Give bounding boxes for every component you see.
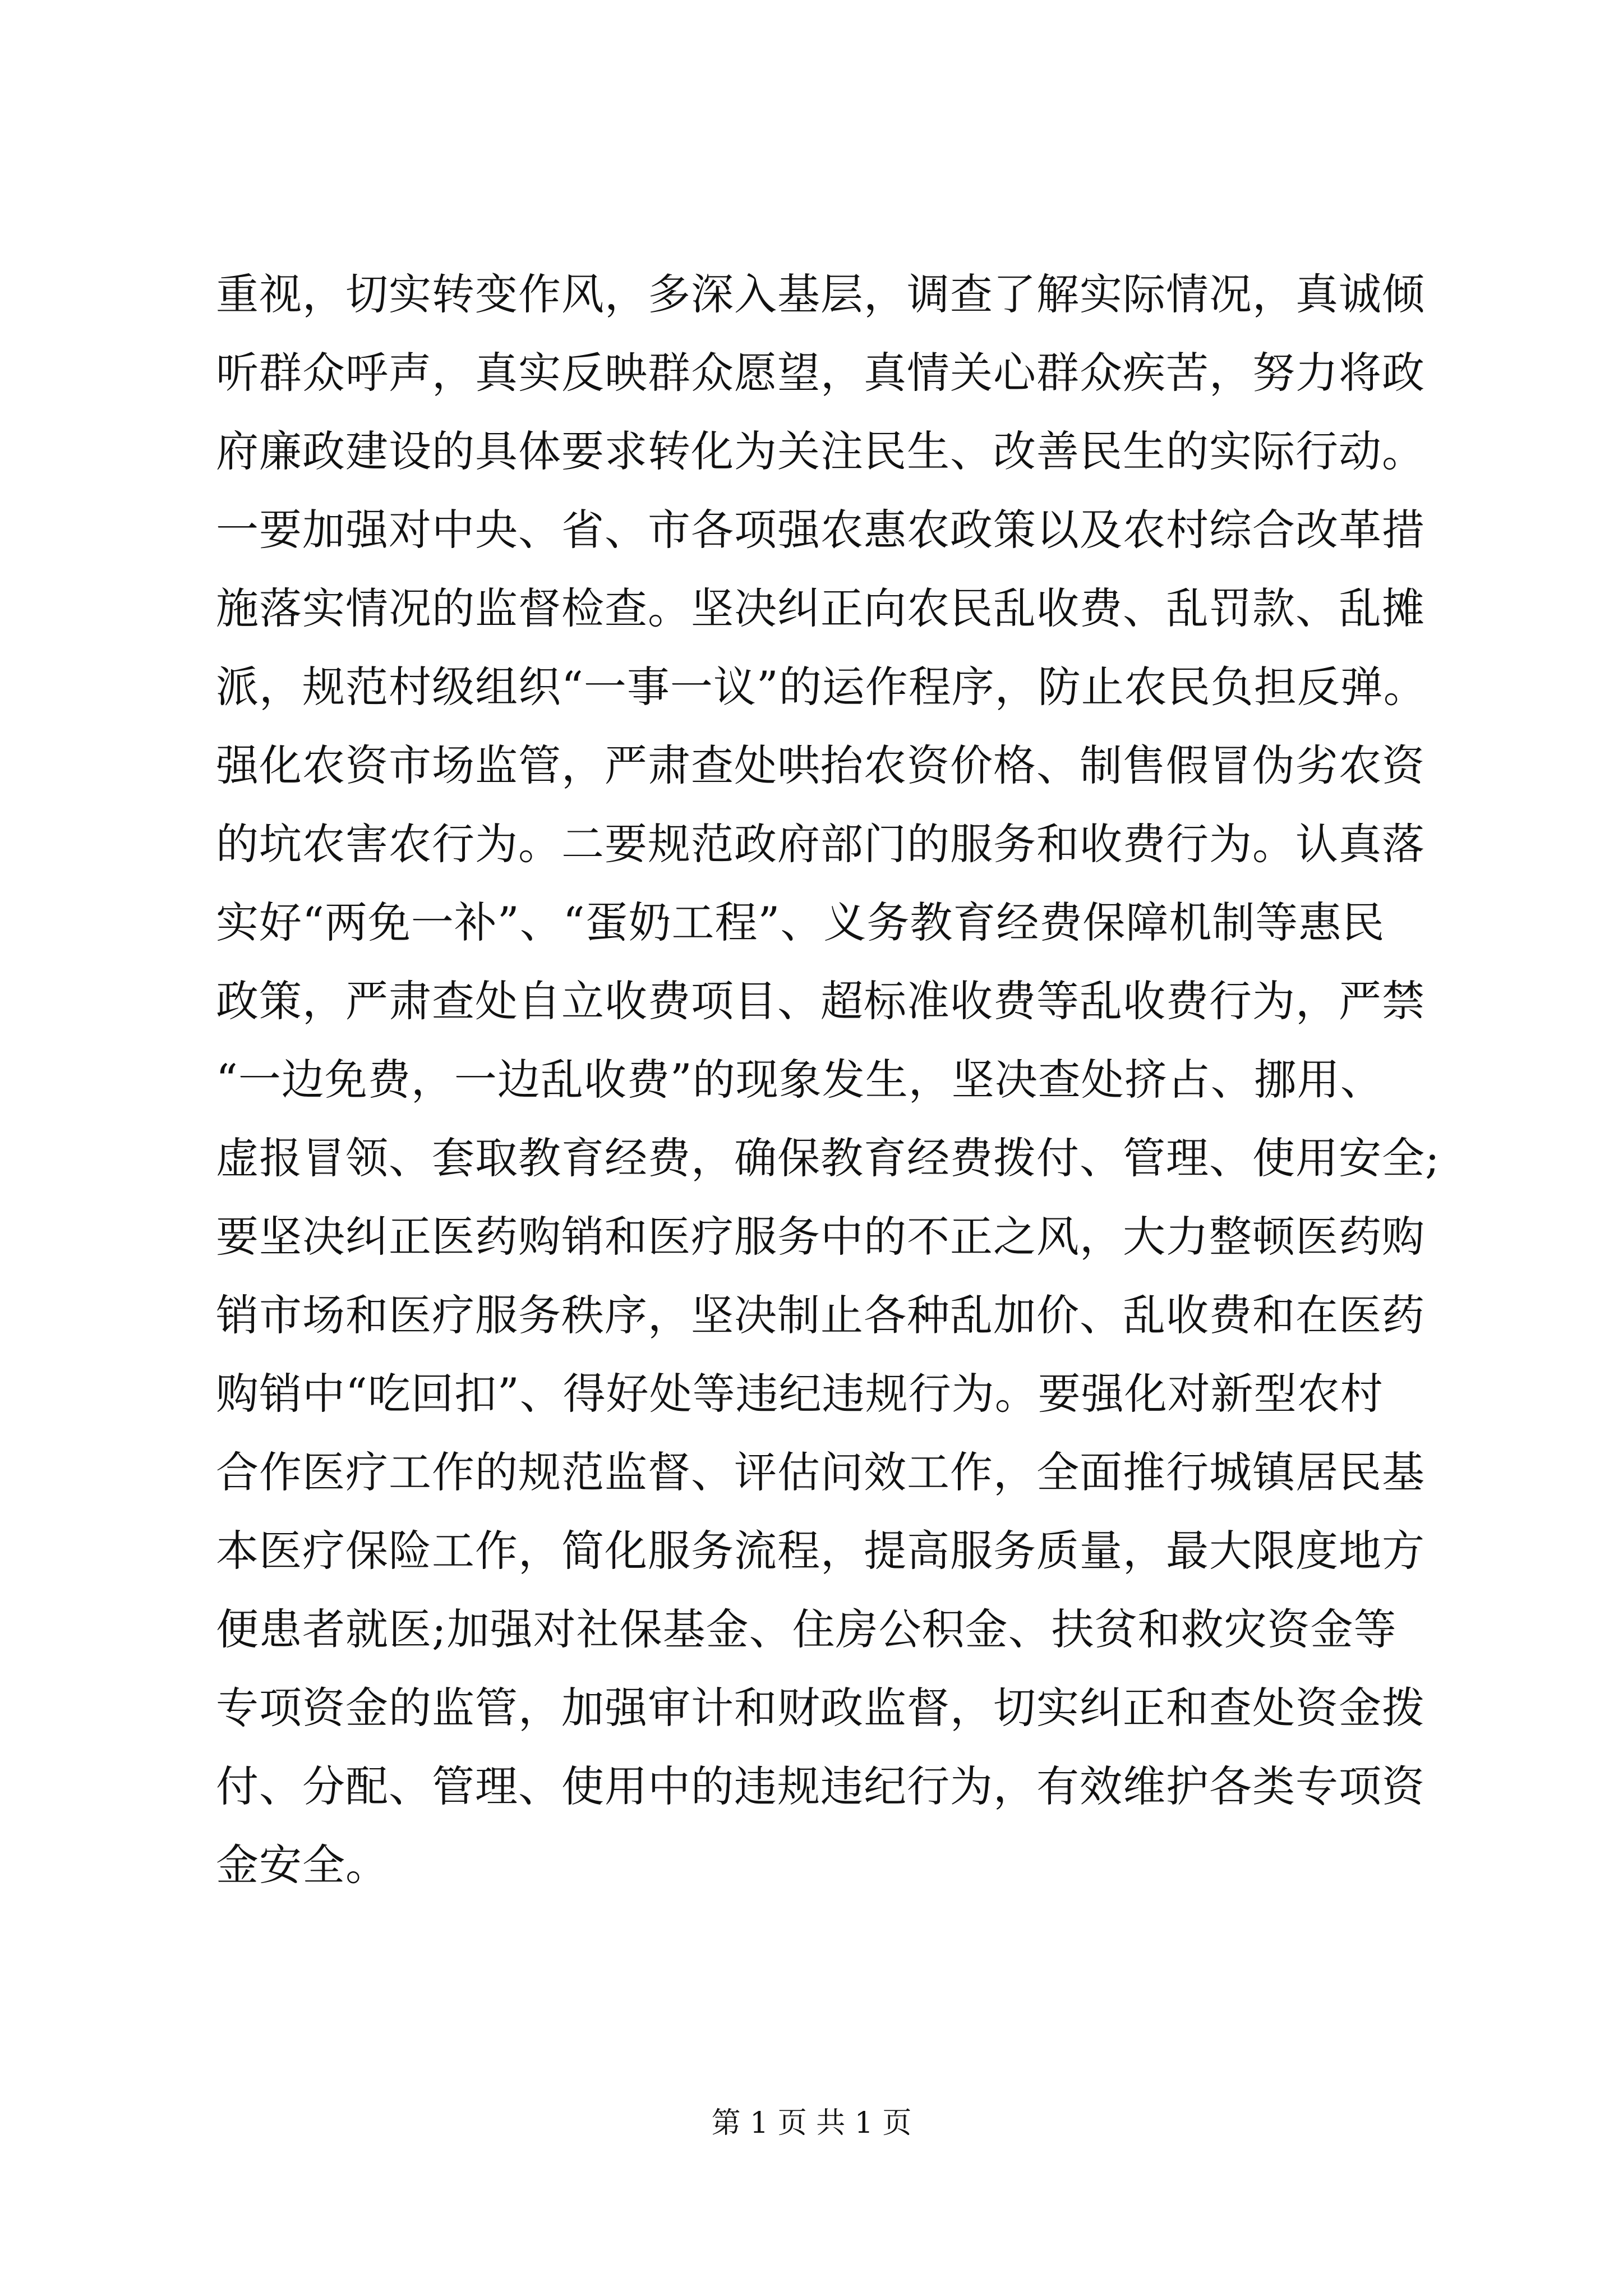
text-line: 强化农资市场监管，严肃查处哄抬农资价格、制售假冒伪劣农资 [216,740,1425,790]
text-line: 便患者就医;加强对社保基金、住房公积金、扶贫和救灾资金等 [216,1604,1397,1654]
text-line: 听群众呼声，真实反映群众愿望，真情关心群众疾苦，努力将政 [216,348,1425,398]
text-line: “一边免费，一边乱收费”的现象发生，坚决查处挤占、挪用、 [216,1055,1384,1105]
text-line: 要坚决纠正医药购销和医疗服务中的不正之风，大力整顿医药购 [216,1212,1425,1262]
text-line: 虚报冒领、套取教育经费，确保教育经费拨付、管理、使用安全; [216,1133,1440,1183]
text-line: 付、分配、管理、使用中的违规违纪行为，有效维护各类专项资 [216,1761,1425,1811]
text-line: 金安全。 [216,1840,389,1890]
text-line: 重视，切实转变作风，多深入基层，调查了解实际情况，真诚倾 [216,269,1425,319]
text-line: 实好“两免一补”、“蛋奶工程”、义务教育经费保障机制等惠民 [216,898,1385,947]
text-line: 购销中“吃回扣”、得好处等违纪违规行为。要强化对新型农村 [216,1369,1384,1419]
document-body [216,255,1440,1904]
page-number-footer: 第 1 页 共 1 页 [711,2106,912,2140]
text-line: 一要加强对中央、省、市各项强农惠农政策以及农村综合改革措 [216,505,1425,555]
text-line: 本医疗保险工作，简化服务流程，提高服务质量，最大限度地方 [216,1526,1425,1576]
text-line: 府廉政建设的具体要求转化为关注民生、改善民生的实际行动。 [216,426,1425,476]
text-line: 政策，严肃查处自立收费项目、超标准收费等乱收费行为，严禁 [216,976,1425,1026]
text-line: 销市场和医疗服务秩序，坚决制止各种乱加价、乱收费和在医药 [216,1290,1425,1340]
text-line: 施落实情况的监督检查。坚决纠正向农民乱收费、乱罚款、乱摊 [216,583,1425,633]
text-line: 合作医疗工作的规范监督、评估问效工作，全面推行城镇居民基 [216,1447,1425,1497]
text-line: 专项资金的监管，加强审计和财政监督，切实纠正和查处资金拨 [216,1683,1425,1733]
text-line: 的坑农害农行为。二要规范政府部门的服务和收费行为。认真落 [216,819,1425,869]
text-line: 派，规范村级组织“一事一议”的运作程序，防止农民负担反弹。 [216,662,1427,712]
